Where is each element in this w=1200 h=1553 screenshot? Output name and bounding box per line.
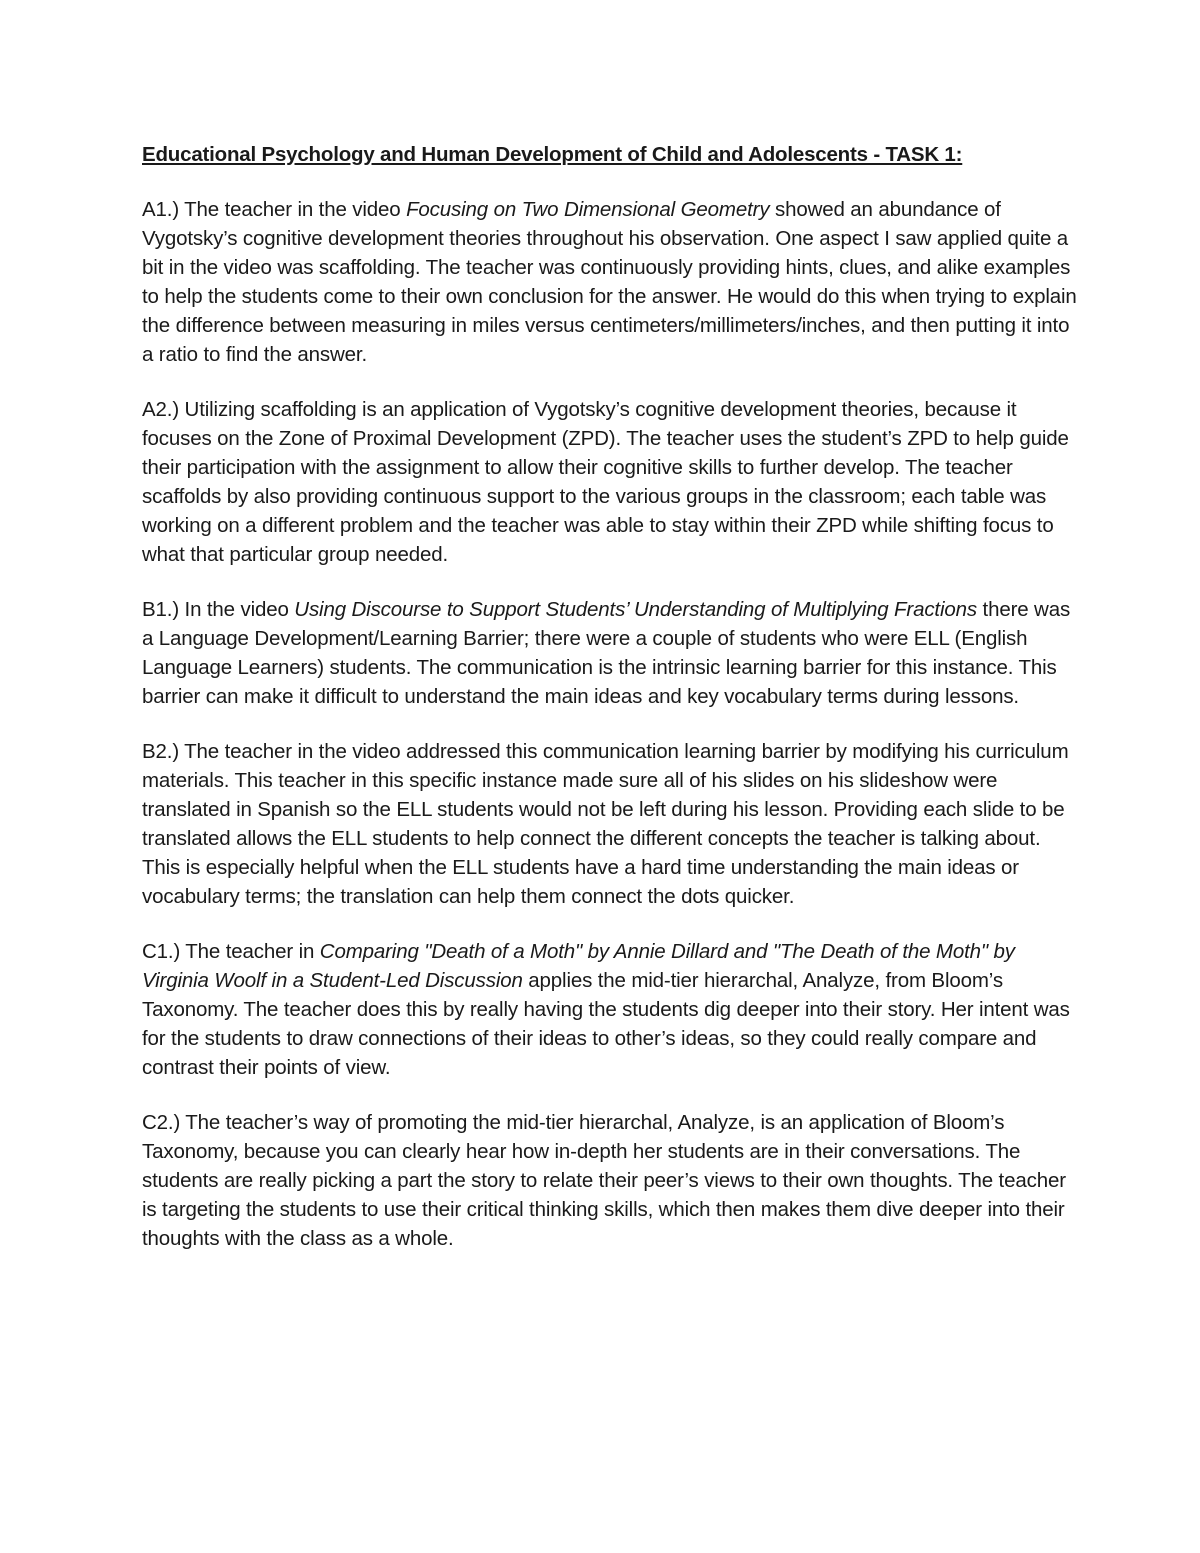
- paragraph-a2-lead: A2.) Utilizing scaffolding is an application of Vygotsky’s cognitive development theories, because it focuses on the Zone of Proximal Development (ZPD). The teacher uses the student’s ZPD to help guide their participation with the assignment to allow their cognitive skills to further develop. The teacher scaffolds by also providing continuous support to the various groups in the classroom; each table was working on a different problem and the teacher was able to stay within their ZPD while shifting focus to what that particular group needed.: [142, 398, 1069, 566]
- paragraph-a1-lead: A1.) The teacher in the video: [142, 198, 407, 221]
- paragraph-c1-body: applies the mid-tier hierarchal, Analyze, from Bloom’s Taxonomy. The teacher does this by really having the students dig deeper into their story. Her intent was for the students to draw connections of their ideas to other’s ideas, so they could really compare and contrast their points of view.: [142, 969, 1070, 1079]
- paragraph-a2: [142, 395, 1077, 569]
- paragraph-b2-lead: B2.) The teacher in the video addressed this communication learning barrier by modifying his curriculum materials. This teacher in this specific instance made sure all of his slides on his slideshow were translated in Spanish so the ELL students would not be left during his lesson. Providing each slide to be translated allows the ELL students to help connect the different concepts the teacher is talking about. This is especially helpful when the ELL students have a hard time understanding the main ideas or vocabulary terms; the translation can help them connect the dots quicker.: [142, 740, 1069, 908]
- paragraph-b2: [142, 737, 1077, 911]
- paragraph-b1-body: there was a Language Development/Learning Barrier; there were a couple of students who were ELL (English Language Learners) students. The communication is the intrinsic learning barrier for this instance. This barrier can make it difficult to understand the main ideas and key vocabulary terms during lessons.: [142, 598, 1071, 708]
- paragraph-a1: [142, 195, 1077, 369]
- paragraph-c1: [142, 937, 1077, 1082]
- paragraph-c2: [142, 1108, 1077, 1253]
- video-title-c1: Comparing "Death of a Moth" by Annie Dillard and "The Death of the Moth" by Virginia Woolf in a Student-Led Discussion: [142, 940, 1015, 992]
- paragraph-b1: [142, 595, 1077, 711]
- paragraph-b1-lead: B1.) In the video: [142, 598, 295, 621]
- paragraph-c1-lead: C1.) The teacher in: [142, 940, 320, 963]
- document-body: [142, 140, 1077, 1279]
- video-title-b1: Using Discourse to Support Students’ Understanding of Multiplying Fractions: [294, 598, 977, 621]
- paragraph-a1-body: showed an abundance of Vygotsky’s cognitive development theories throughout his observation. One aspect I saw applied quite a bit in the video was scaffolding. The teacher was continuously providing hints, clues, and alike examples to help the students come to their own conclusion for the answer. He would do this when trying to explain the difference between measuring in miles versus centimeters/millimeters/inches, and then putting it into a ratio to find the answer.: [142, 198, 1077, 366]
- paragraph-c2-lead: C2.) The teacher’s way of promoting the mid-tier hierarchal, Analyze, is an application of Bloom’s Taxonomy, because you can clearly hear how in-depth her students are in their conversations. The students are really picking a part the story to relate their peer’s views to their own thoughts. The teacher is targeting the students to use their critical thinking skills, which then makes them dive deeper into their thoughts with the class as a whole.: [142, 1111, 1066, 1250]
- document-title: Educational Psychology and Human Development of Child and Adolescents - TASK 1:: [142, 143, 963, 166]
- video-title-a1: Focusing on Two Dimensional Geometry: [406, 198, 770, 221]
